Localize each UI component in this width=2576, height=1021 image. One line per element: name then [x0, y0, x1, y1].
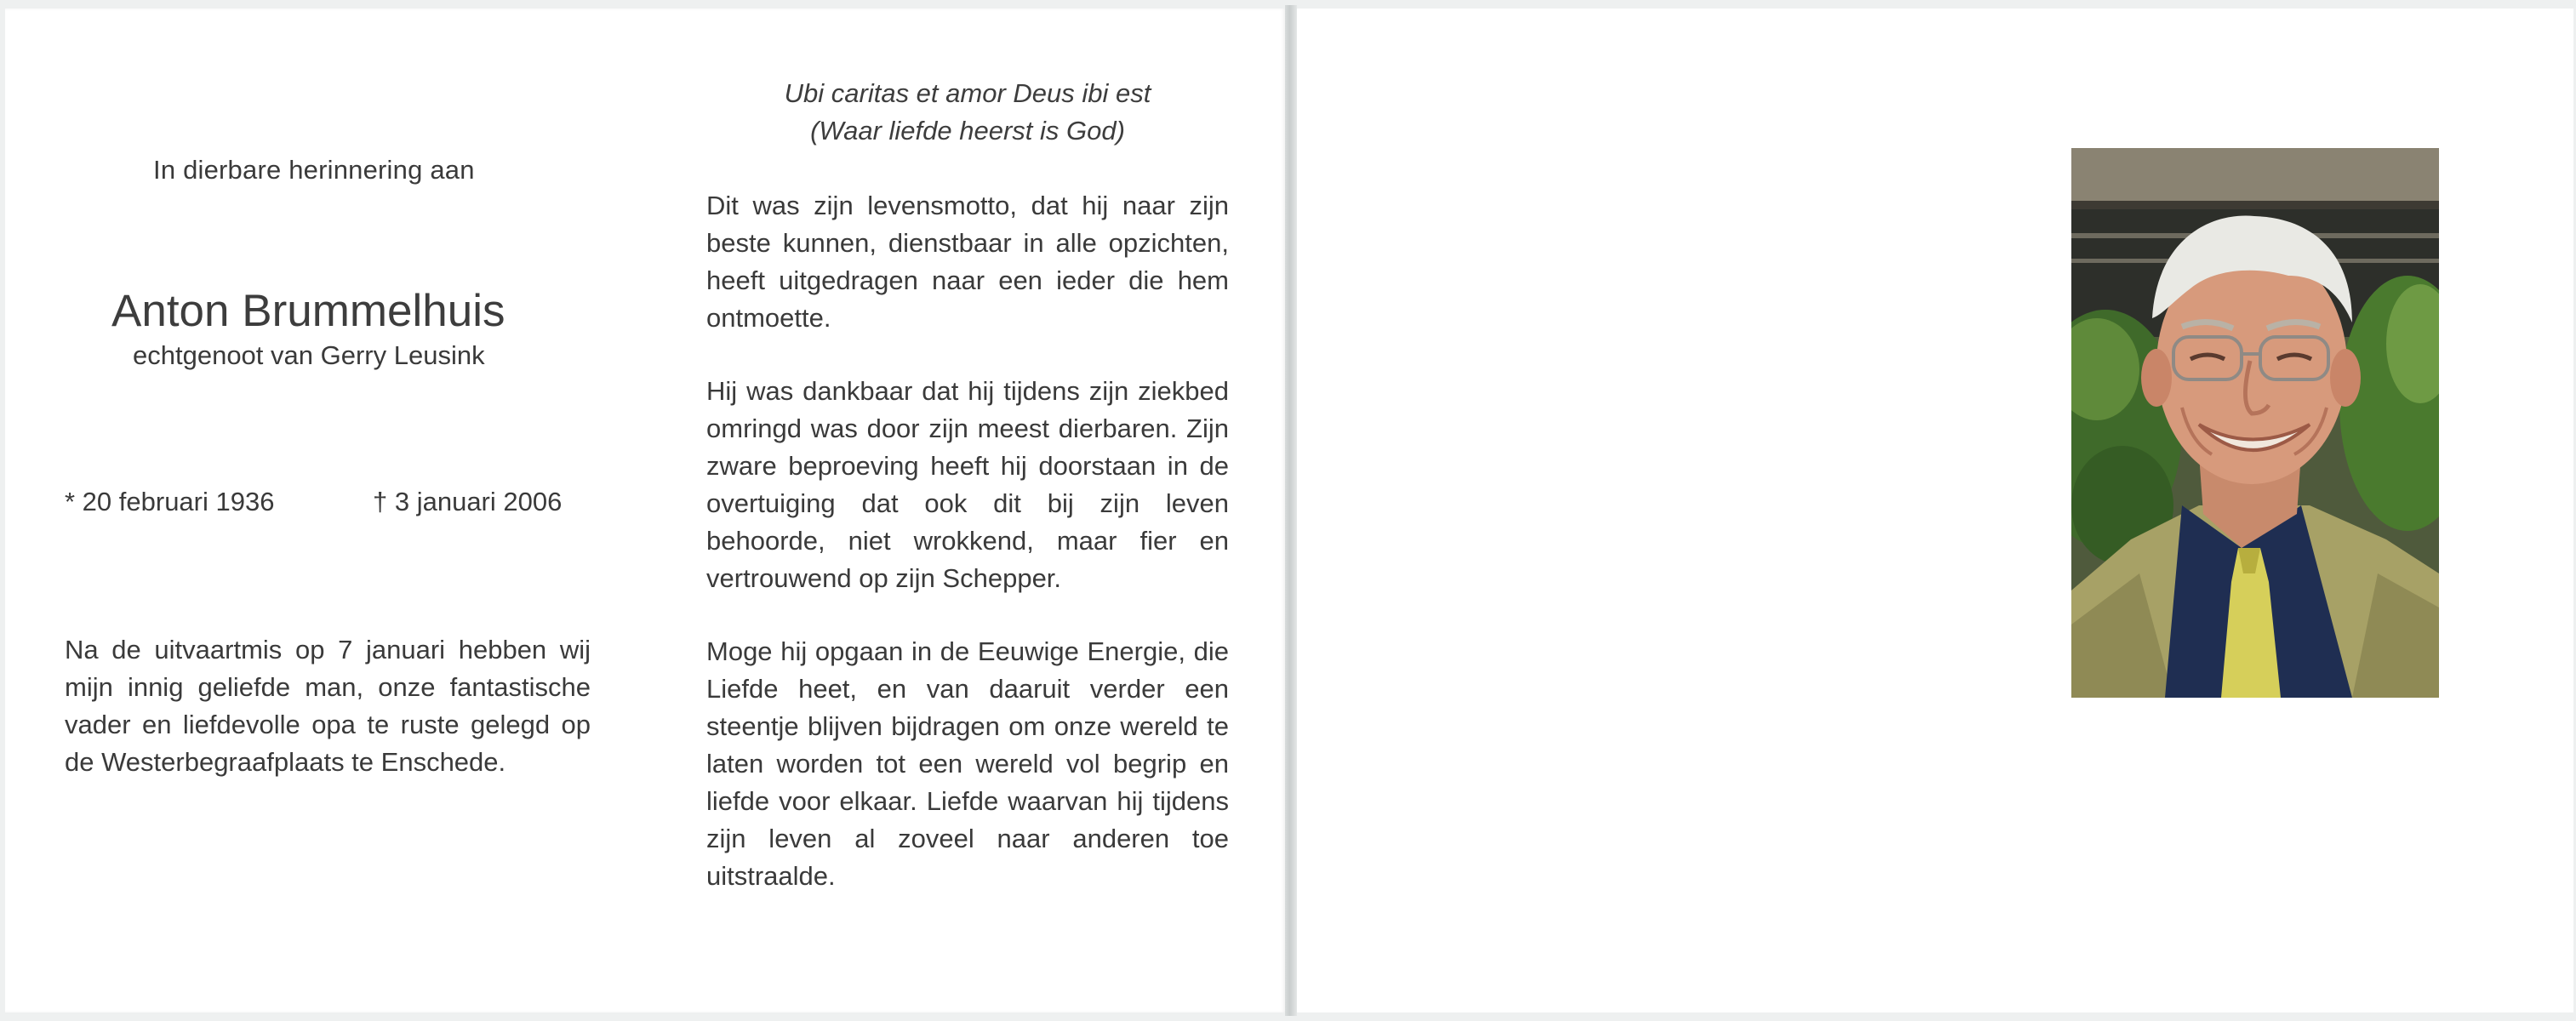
- deceased-name: Anton Brummelhuis: [111, 286, 505, 336]
- paragraph-3: Moge hij opgaan in de Eeuwige Energie, die Liefde heet, en van daaruit verder een steentje blijven bijdragen om onze wereld te laten worden tot een wereld vol begrip en liefde voor elkaar. Liefde waarvan hij tijdens zijn leven al zoveel naar anderen toe uitstraalde.: [706, 636, 1229, 891]
- funeral-text: Na de uitvaartmis op 7 januari hebben wij mijn innig geliefde man, onze fantastische vader en liefdevolle opa te ruste gelegd op de Westerbegraafplaats te Enschede.: [65, 635, 591, 777]
- intro-text: In dierbare herinnering aan: [153, 155, 475, 185]
- card-left-page: [5, 9, 1285, 1012]
- card-fold: [1285, 5, 1297, 1016]
- death-date: † 3 januari 2006: [373, 487, 563, 516]
- motto-dutch: (Waar liefde heerst is God): [810, 116, 1125, 145]
- card-right-page: [1297, 9, 2573, 1012]
- motto-latin: Ubi caritas et amor Deus ibi est: [784, 78, 1151, 108]
- paragraph-2: Hij was dankbaar dat hij tijdens zijn ziekbed omringd was door zijn meest dierbaren. Zijn zware beproeving heeft hij doorstaan in de overtuiging dat ook dit bij zijn leven behoorde, niet wrokkend, maar fier en vertrouwend op zijn Schepper.: [706, 376, 1229, 593]
- portrait-photo: [2071, 148, 2439, 698]
- paragraph-1: Dit was zijn levensmotto, dat hij naar zijn beste kunnen, dienstbaar in alle opzichten, heeft uitgedragen naar een ieder die hem ontmoette.: [706, 191, 1229, 333]
- reflection-column: [706, 75, 1229, 895]
- spouse-line: echtgenoot van Gerry Leusink: [133, 340, 485, 370]
- motto: [706, 75, 1229, 150]
- birth-date: * 20 februari 1936: [65, 487, 275, 516]
